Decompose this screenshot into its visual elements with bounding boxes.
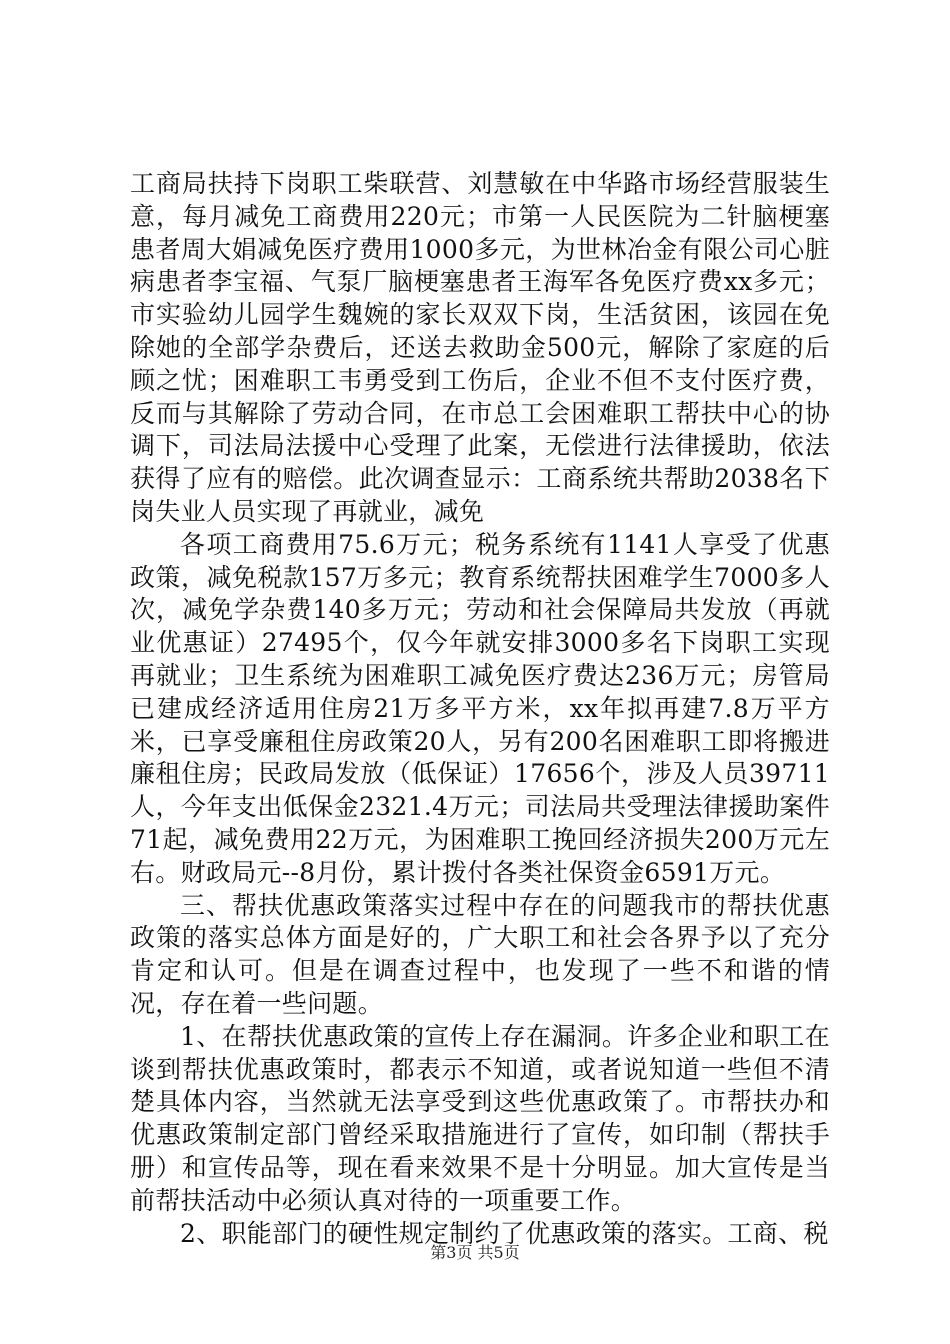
paragraph-issue-one: 1、在帮扶优惠政策的宣传上存在漏洞。许多企业和职工在谈到帮扶优惠政策时，都表示不知道，或者说知道一些但不清楚具体内容，当然就无法享受到这些优惠政策了。市帮扶办和优惠政策制定部门曾经采取措施进行了宣传，如印制（帮扶手册）和宣传品等，现在看来效果不是十分明显。加大宣传是当前帮扶活动中必须认真对待的一项重要工作。: [130, 1021, 830, 1215]
document-body: [130, 168, 830, 1250]
paragraph-continuation: 工商局扶持下岗职工柴联营、刘慧敏在中华路市场经营服装生意，每月减免工商费用220元；市第一人民医院为二针脑梗塞患者周大娟减免医疗费用1000多元，为世林冶金有限公司心脏病患者李宝福、气泵厂脑梗塞患者王海军各免医疗费xx多元；市实验幼儿园学生魏婉的家长双双下岗，生活贫困，该园在免除她的全部学杂费后，还送去救助金500元，解除了家庭的后顾之忧；困难职工韦勇受到工伤后，企业不但不支付医疗费，反而与其解除了劳动合同，在市总工会困难职工帮扶中心的协调下，司法局法援中心受理了此案，无偿进行法律援助，依法获得了应有的赔偿。此次调查显示：工商系统共帮助2038名下岗失业人员实现了再就业，减免: [130, 169, 830, 526]
paragraph-statistics: 各项工商费用75.6万元；税务系统有1141人享受了优惠政策，减免税款157万多元；教育系统帮扶困难学生7000多人次，减免学杂费140多万元；劳动和社会保障局共发放（再就业优惠证）27495个，仅今年就安排3000多名下岗职工实现再就业；卫生系统为困难职工减免医疗费达236万元；房管局已建成经济适用住房21万多平方米，xx年拟再建7.8万平方米，已享受廉租住房政策20人，另有200名困难职工即将搬进廉租住房；民政局发放（低保证）17656个，涉及人员39711人，今年支出低保金2321.4万元；司法局共受理法律援助案件71起，减免费用22万元，为困难职工挽回经济损失200万元左右。财政局元--8月份，累计拨付各类社保资金6591万元。: [130, 529, 830, 887]
page-number-footer: 第3页 共5页: [430, 1243, 520, 1262]
paragraph-issue-two: 2、职能部门的硬性规定制约了优惠政策的落实。工商、税: [180, 1218, 829, 1248]
paragraph-section-three: 三、帮扶优惠政策落实过程中存在的问题我市的帮扶优惠政策的落实总体方面是好的，广大职工和社会各界予以了充分肯定和认可。但是在调查过程中，也发现了一些不和谐的情况，存在着一些问题。: [130, 890, 830, 1018]
